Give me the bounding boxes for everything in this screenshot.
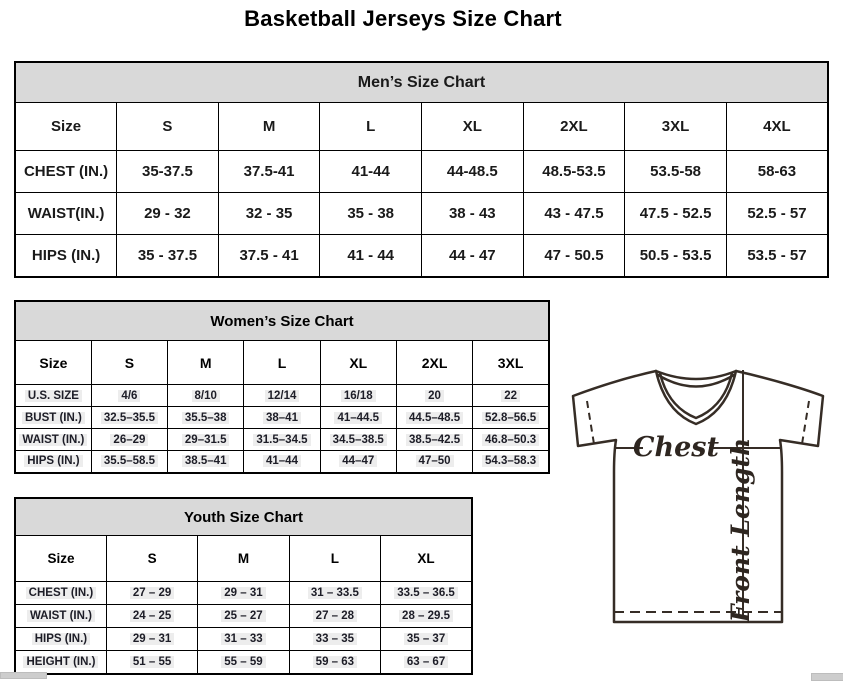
womens-size-column-header: 2XL — [396, 341, 472, 385]
left-cuff-stitch-line — [587, 401, 594, 444]
measurement-row-label: CHEST (IN.) — [15, 582, 106, 605]
measurement-value-cell: 59 – 63 — [289, 651, 380, 674]
measurement-value-cell: 4/6 — [91, 385, 167, 407]
measurement-value-cell: 29–31.5 — [168, 429, 244, 451]
measurement-value-cell: 35.5–58.5 — [91, 451, 167, 473]
measurement-value-cell: 26–29 — [91, 429, 167, 451]
measurement-value-cell: 53.5-58 — [625, 151, 727, 193]
measurement-value-cell: 27 – 28 — [289, 605, 380, 628]
womens-measurement-row — [15, 407, 549, 429]
measurement-value-cell: 38.5–41 — [168, 451, 244, 473]
measurement-row-label: WAIST (IN.) — [15, 429, 91, 451]
measurement-value-cell: 47–50 — [396, 451, 472, 473]
womens-size-header-row — [15, 341, 549, 385]
measurement-value-cell: 35 – 37 — [381, 628, 472, 651]
measurement-value-cell: 38–41 — [244, 407, 320, 429]
right-cuff-stitch-line — [802, 401, 809, 444]
measurement-value-cell: 44 - 47 — [422, 235, 524, 277]
womens-measurement-row — [15, 429, 549, 451]
mens-table-caption-row — [15, 62, 828, 103]
measurement-value-cell: 20 — [396, 385, 472, 407]
measurement-value-cell: 29 – 31 — [198, 582, 289, 605]
womens-size-column-header: L — [244, 341, 320, 385]
youth-size-column-header: XL — [381, 536, 472, 582]
size-column-header: Size — [15, 536, 106, 582]
youth-size-chart-table — [14, 497, 473, 675]
measurement-row-label: CHEST (IN.) — [15, 151, 117, 193]
measurement-value-cell: 31 – 33.5 — [289, 582, 380, 605]
youth-measurement-row — [15, 605, 472, 628]
measurement-value-cell: 50.5 - 53.5 — [625, 235, 727, 277]
measurement-value-cell: 8/10 — [168, 385, 244, 407]
measurement-value-cell: 58-63 — [726, 151, 828, 193]
mens-size-column-header: 4XL — [726, 103, 828, 151]
measurement-value-cell: 51 – 55 — [106, 651, 197, 674]
measurement-value-cell: 37.5-41 — [218, 151, 320, 193]
measurement-value-cell: 25 – 27 — [198, 605, 289, 628]
mens-table-caption: Men’s Size Chart — [15, 62, 828, 103]
measurement-value-cell: 22 — [473, 385, 549, 407]
measurement-value-cell: 63 – 67 — [381, 651, 472, 674]
mens-measurement-row — [15, 193, 828, 235]
youth-size-header-row — [15, 536, 472, 582]
youth-measurement-row — [15, 582, 472, 605]
measurement-value-cell: 53.5 - 57 — [726, 235, 828, 277]
youth-size-column-header: L — [289, 536, 380, 582]
mens-size-column-header: 3XL — [625, 103, 727, 151]
measurement-value-cell: 27 – 29 — [106, 582, 197, 605]
measurement-value-cell: 37.5 - 41 — [218, 235, 320, 277]
measurement-value-cell: 35-37.5 — [117, 151, 219, 193]
measurement-value-cell: 44.5–48.5 — [396, 407, 472, 429]
mens-size-column-header: 2XL — [523, 103, 625, 151]
measurement-value-cell: 16/18 — [320, 385, 396, 407]
mens-size-column-header: XL — [422, 103, 524, 151]
mens-size-chart-table — [14, 61, 829, 278]
measurement-value-cell: 35 - 38 — [320, 193, 422, 235]
measurement-value-cell: 29 - 32 — [117, 193, 219, 235]
page-title: Basketball Jerseys Size Chart — [244, 6, 562, 31]
jersey-measurement-diagram — [557, 360, 841, 675]
chest-label: Chest — [633, 432, 719, 463]
measurement-value-cell: 43 - 47.5 — [523, 193, 625, 235]
womens-size-column-header: S — [91, 341, 167, 385]
jersey-outline — [573, 371, 823, 622]
measurement-value-cell: 32 - 35 — [218, 193, 320, 235]
mens-size-column-header: S — [117, 103, 219, 151]
measurement-value-cell: 41–44.5 — [320, 407, 396, 429]
measurement-value-cell: 32.5–35.5 — [91, 407, 167, 429]
measurement-value-cell: 54.3–58.3 — [473, 451, 549, 473]
scrollbar-fragment-right[interactable] — [811, 673, 843, 681]
measurement-value-cell: 41 - 44 — [320, 235, 422, 277]
measurement-value-cell: 47 - 50.5 — [523, 235, 625, 277]
mens-measurement-row — [15, 235, 828, 277]
measurement-value-cell: 24 – 25 — [106, 605, 197, 628]
womens-measurement-row — [15, 451, 549, 473]
scrollbar-fragment-left[interactable] — [0, 672, 47, 679]
measurement-value-cell: 46.8–50.3 — [473, 429, 549, 451]
womens-size-chart-table — [14, 300, 550, 474]
youth-measurement-row — [15, 651, 472, 674]
measurement-value-cell: 33 – 35 — [289, 628, 380, 651]
measurement-value-cell: 44–47 — [320, 451, 396, 473]
measurement-value-cell: 12/14 — [244, 385, 320, 407]
measurement-value-cell: 38 - 43 — [422, 193, 524, 235]
front-length-label: Front Length — [726, 437, 755, 623]
measurement-value-cell: 41-44 — [320, 151, 422, 193]
measurement-value-cell: 52.8–56.5 — [473, 407, 549, 429]
measurement-row-label: HIPS (IN.) — [15, 451, 91, 473]
measurement-row-label: HEIGHT (IN.) — [15, 651, 106, 674]
measurement-row-label: WAIST (IN.) — [15, 605, 106, 628]
womens-measurement-row — [15, 385, 549, 407]
womens-size-column-header: M — [168, 341, 244, 385]
measurement-value-cell: 33.5 – 36.5 — [381, 582, 472, 605]
measurement-value-cell: 31 – 33 — [198, 628, 289, 651]
size-column-header: Size — [15, 103, 117, 151]
womens-size-column-header: 3XL — [473, 341, 549, 385]
measurement-value-cell: 34.5–38.5 — [320, 429, 396, 451]
measurement-row-label: BUST (IN.) — [15, 407, 91, 429]
womens-table-caption-row — [15, 301, 549, 341]
womens-table-caption: Women’s Size Chart — [15, 301, 549, 341]
measurement-value-cell: 55 – 59 — [198, 651, 289, 674]
collar-back-arc-outer — [656, 371, 736, 379]
mens-size-column-header: M — [218, 103, 320, 151]
measurement-value-cell: 47.5 - 52.5 — [625, 193, 727, 235]
measurement-value-cell: 29 – 31 — [106, 628, 197, 651]
youth-size-column-header: M — [198, 536, 289, 582]
mens-size-header-row — [15, 103, 828, 151]
measurement-value-cell: 38.5–42.5 — [396, 429, 472, 451]
mens-size-column-header: L — [320, 103, 422, 151]
jersey-diagram-svg — [557, 360, 841, 675]
measurement-value-cell: 28 – 29.5 — [381, 605, 472, 628]
measurement-value-cell: 44-48.5 — [422, 151, 524, 193]
measurement-value-cell: 52.5 - 57 — [726, 193, 828, 235]
measurement-value-cell: 41–44 — [244, 451, 320, 473]
measurement-row-label: WAIST(IN.) — [15, 193, 117, 235]
mens-measurement-row — [15, 151, 828, 193]
measurement-value-cell: 35.5–38 — [168, 407, 244, 429]
measurement-row-label: HIPS (IN.) — [15, 628, 106, 651]
measurement-value-cell: 31.5–34.5 — [244, 429, 320, 451]
womens-size-column-header: XL — [320, 341, 396, 385]
youth-measurement-row — [15, 628, 472, 651]
youth-table-caption-row — [15, 498, 472, 536]
size-column-header: Size — [15, 341, 91, 385]
youth-table-caption: Youth Size Chart — [15, 498, 472, 536]
measurement-value-cell: 35 - 37.5 — [117, 235, 219, 277]
measurement-row-label: U.S. SIZE — [15, 385, 91, 407]
youth-size-column-header: S — [106, 536, 197, 582]
measurement-value-cell: 48.5-53.5 — [523, 151, 625, 193]
measurement-row-label: HIPS (IN.) — [15, 235, 117, 277]
